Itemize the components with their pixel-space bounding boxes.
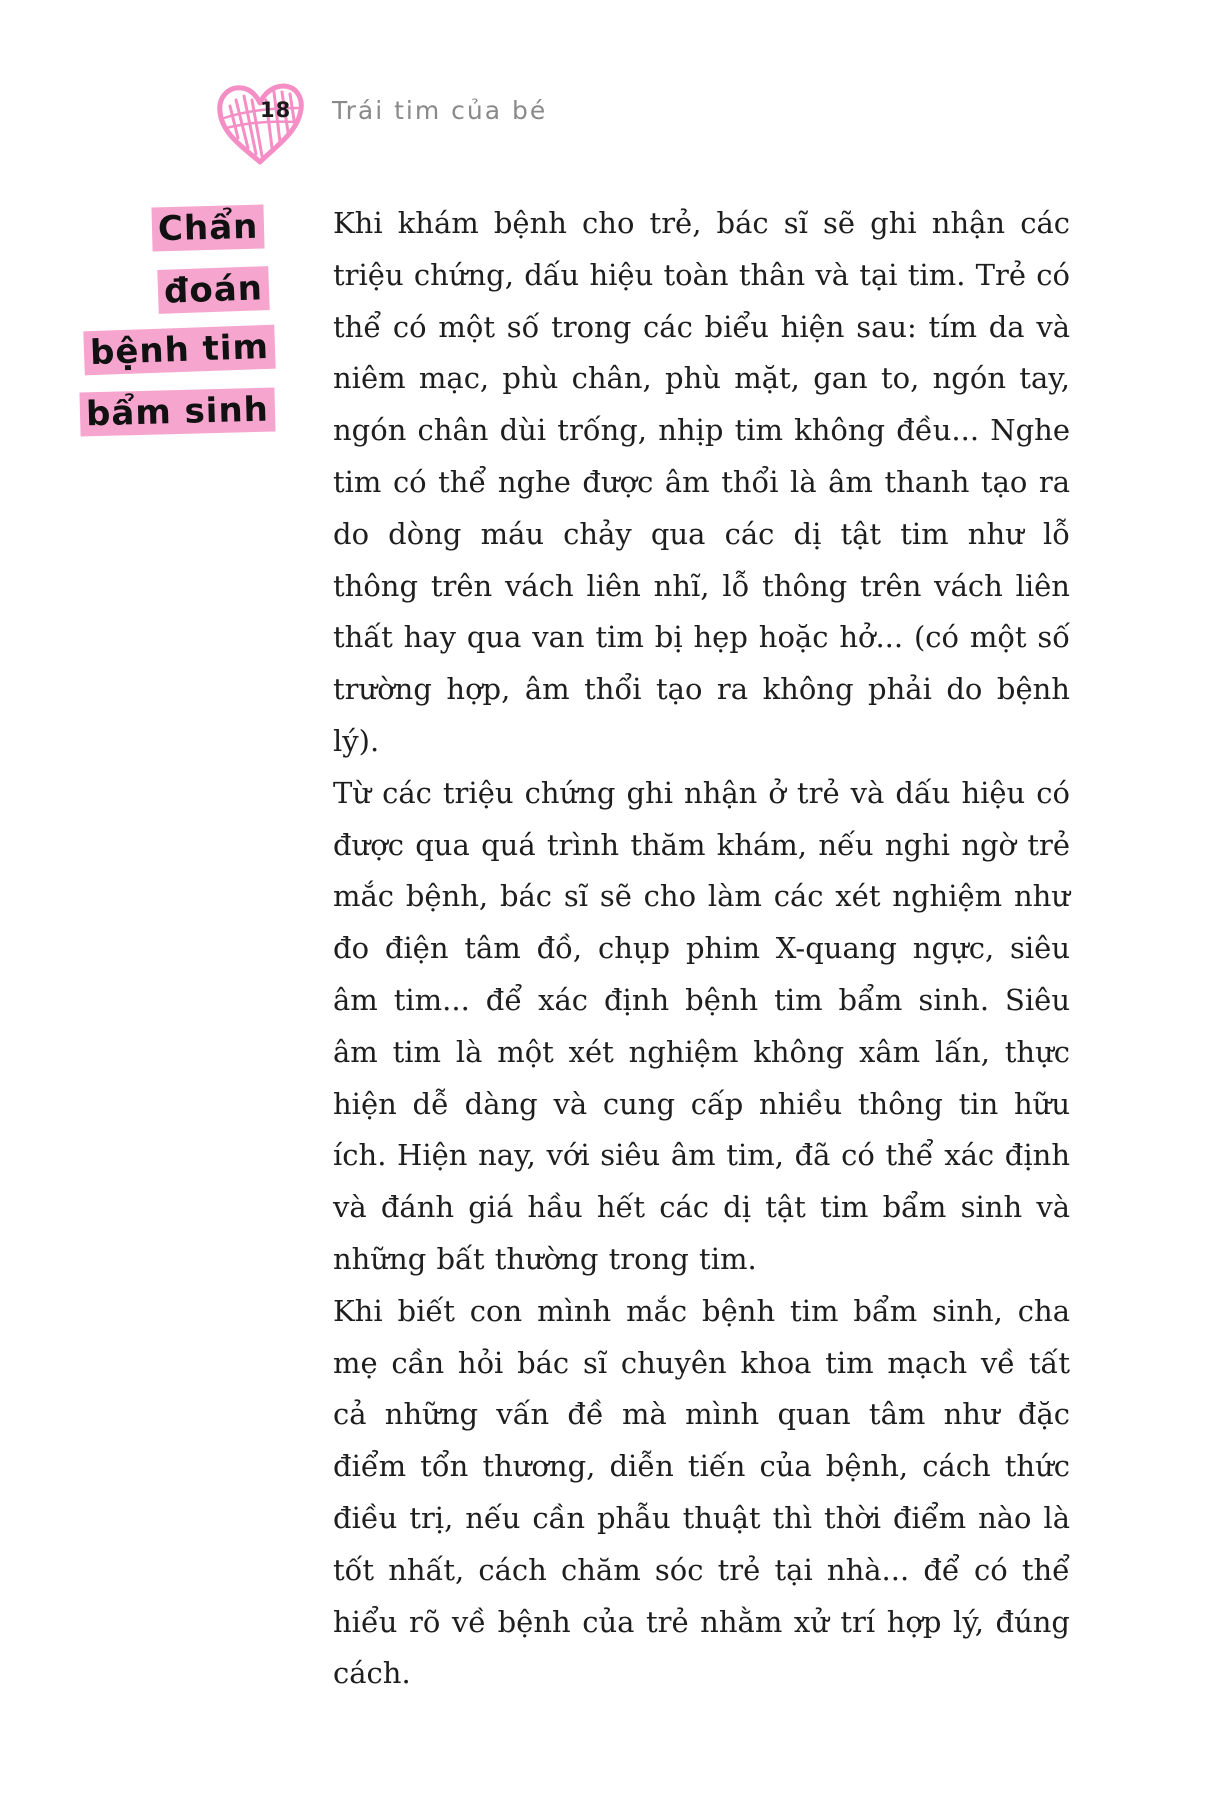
heading-line: bệnh tim xyxy=(83,325,275,376)
paragraph: Từ các triệu chứng ghi nhận ở trẻ và dấu hiệu có được qua quá trình thăm khám, nếu nghi ngờ trẻ mắc bệnh, bác sĩ sẽ cho làm các xét nghiệm như đo điện tâm đồ, chụp phim X-quang ngực, siêu âm tim... để xác định bệnh tim bẩm sinh. Siêu âm tim là một xét nghiệm không xâm lấn, thực hiện dễ dàng và cung cấp nhiều thông tin hữu ích. Hiện nay, với siêu âm tim, đã có thể xác định và đánh giá hầu hết các dị tật tim bẩm sinh và những bất thường trong tim. xyxy=(333,775,1070,1276)
page-header xyxy=(214,78,714,168)
body-text xyxy=(333,198,1070,1700)
heading-line: Chẩn xyxy=(151,205,264,252)
paragraph: Khi khám bệnh cho trẻ, bác sĩ sẽ ghi nhận các triệu chứng, dấu hiệu toàn thân và tại tim. Trẻ có thể có một số trong các biểu hiện sau: tím da và niêm mạc, phù chân, phù mặt, gan to, ngón tay, ngón chân dùi trống, nhịp tim không đều... Nghe tim có thể nghe được âm thổi là âm thanh tạo ra do dòng máu chảy qua các dị tật tim như lỗ thông trên vách liên nhĩ, lỗ thông trên vách liên thất hay qua van tim bị hẹp hoặc hở... (có một số trường hợp, âm thổi tạo ra không phải do bệnh lý). xyxy=(333,206,1070,758)
heading-line: đoán xyxy=(157,266,269,314)
heading-line: bẩm sinh xyxy=(79,387,275,436)
running-title: Trái tim của bé xyxy=(332,96,548,125)
heart-icon xyxy=(214,78,306,168)
page-number: 18 xyxy=(260,98,292,122)
paragraph: Khi biết con mình mắc bệnh tim bẩm sinh, cha mẹ cần hỏi bác sĩ chuyên khoa tim mạch về tất cả những vấn đề mà mình quan tâm như đặc điểm tổn thương, diễn tiến của bệnh, cách thức điều trị, nếu cần phẫu thuật thì thời điểm nào là tốt nhất, cách chăm sóc trẻ tại nhà... để có thể hiểu rõ về bệnh của trẻ nhằm xử trí hợp lý, đúng cách. xyxy=(333,1293,1070,1691)
